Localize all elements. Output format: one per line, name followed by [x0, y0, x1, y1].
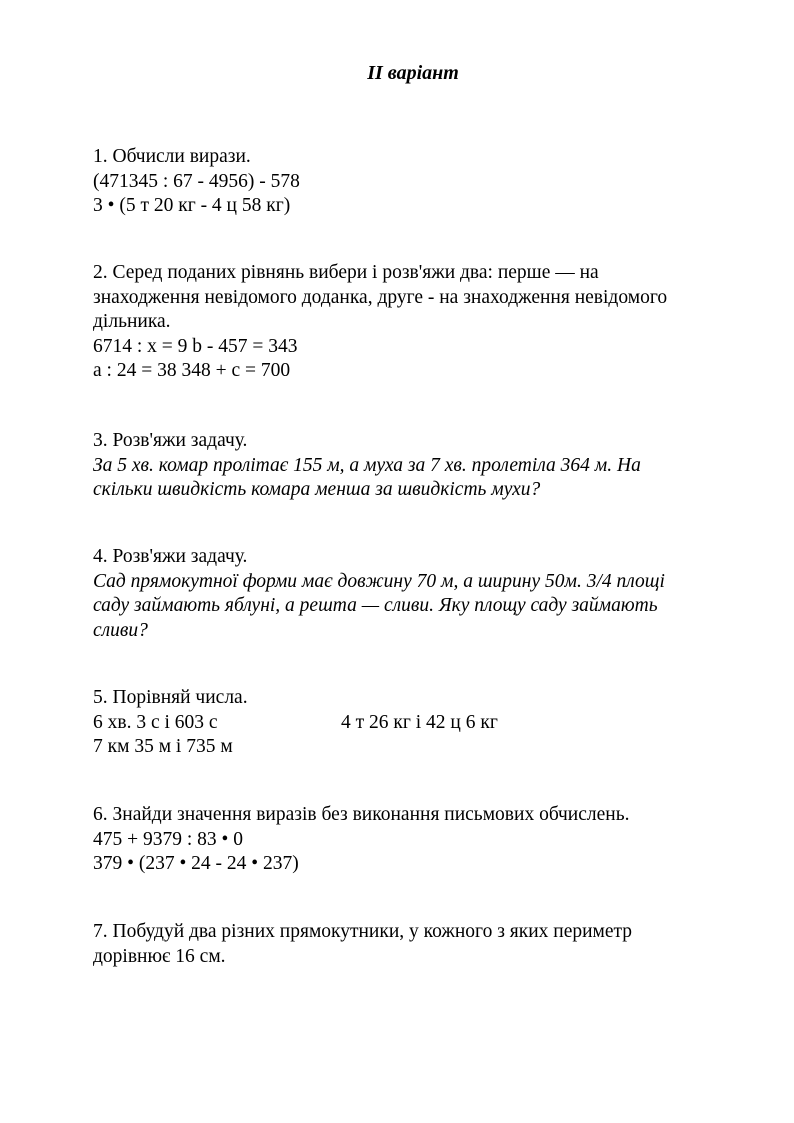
task-5-comparison-3: 7 км 35 м і 735 м	[93, 736, 233, 757]
task-1-heading: 1. Обчисли вирази.	[93, 146, 251, 167]
task-6-heading: 6. Знайди значення виразів без виконання письмових обчислень.	[93, 804, 630, 825]
task-3-problem-line-2: скільки швидкість комара менша за швидкість мухи?	[93, 479, 541, 500]
task-1-expression-1: (471345 : 67 - 4956) - 578	[93, 170, 300, 192]
task-2-heading-line-1: 2. Серед поданих рівнянь вибери і розв'яжи два: перше — на	[93, 262, 599, 283]
task-5-heading: 5. Порівняй числа.	[93, 687, 248, 708]
task-5-comparison-2: 4 т 26 кг і 42 ц 6 кг	[341, 711, 498, 733]
task-4-problem-line-3: сливи?	[93, 619, 148, 641]
task-7-heading-line-1: 7. Побудуй два різних прямокутники, у кожного з яких периметр	[93, 921, 633, 942]
task-6-expression-2: 379 • (237 • 24 - 24 • 237)	[93, 853, 299, 874]
task-5	[93, 686, 753, 760]
task-7-heading-line-2: дорівнює 16 см.	[93, 945, 226, 967]
task-3-problem-line-1: За 5 хв. комар пролітає 155 м, а муха за 7 хв. пролетіла 364 м. На	[93, 454, 641, 476]
task-5-row-1	[93, 711, 753, 736]
task-6-expression-1: 475 + 9379 : 83 • 0	[93, 828, 243, 850]
task-3-heading: 3. Розв'яжи задачу.	[93, 430, 248, 451]
task-2-heading-line-3: дільника.	[93, 311, 171, 332]
task-5-comparison-1: 6 хв. 3 с і 603 с	[93, 711, 218, 733]
task-1	[93, 145, 753, 219]
task-7	[93, 920, 753, 969]
task-2-equation-1: 6714 : x = 9 b - 457 = 343	[93, 335, 298, 357]
task-4-heading: 4. Розв'яжи задачу.	[93, 546, 248, 567]
task-6	[93, 803, 753, 877]
task-1-expression-2: 3 • (5 т 20 кг - 4 ц 58 кг)	[93, 195, 291, 216]
task-2-equation-2: a : 24 = 38 348 + c = 700	[93, 360, 291, 381]
task-2	[93, 261, 753, 384]
task-4-problem-line-2: саду займають яблуні, а решта — сливи. Яку площу саду займають	[93, 595, 658, 616]
variant-title: II варіант	[367, 62, 459, 84]
task-3	[93, 429, 753, 503]
task-4	[93, 545, 753, 643]
task-2-heading-line-2: знаходження невідомого доданка, друге - на знаходження невідомого	[93, 286, 668, 308]
task-4-problem-line-1: Сад прямокутної форми має довжину 70 м, а ширину 50м. 3/4 площі	[93, 570, 665, 592]
